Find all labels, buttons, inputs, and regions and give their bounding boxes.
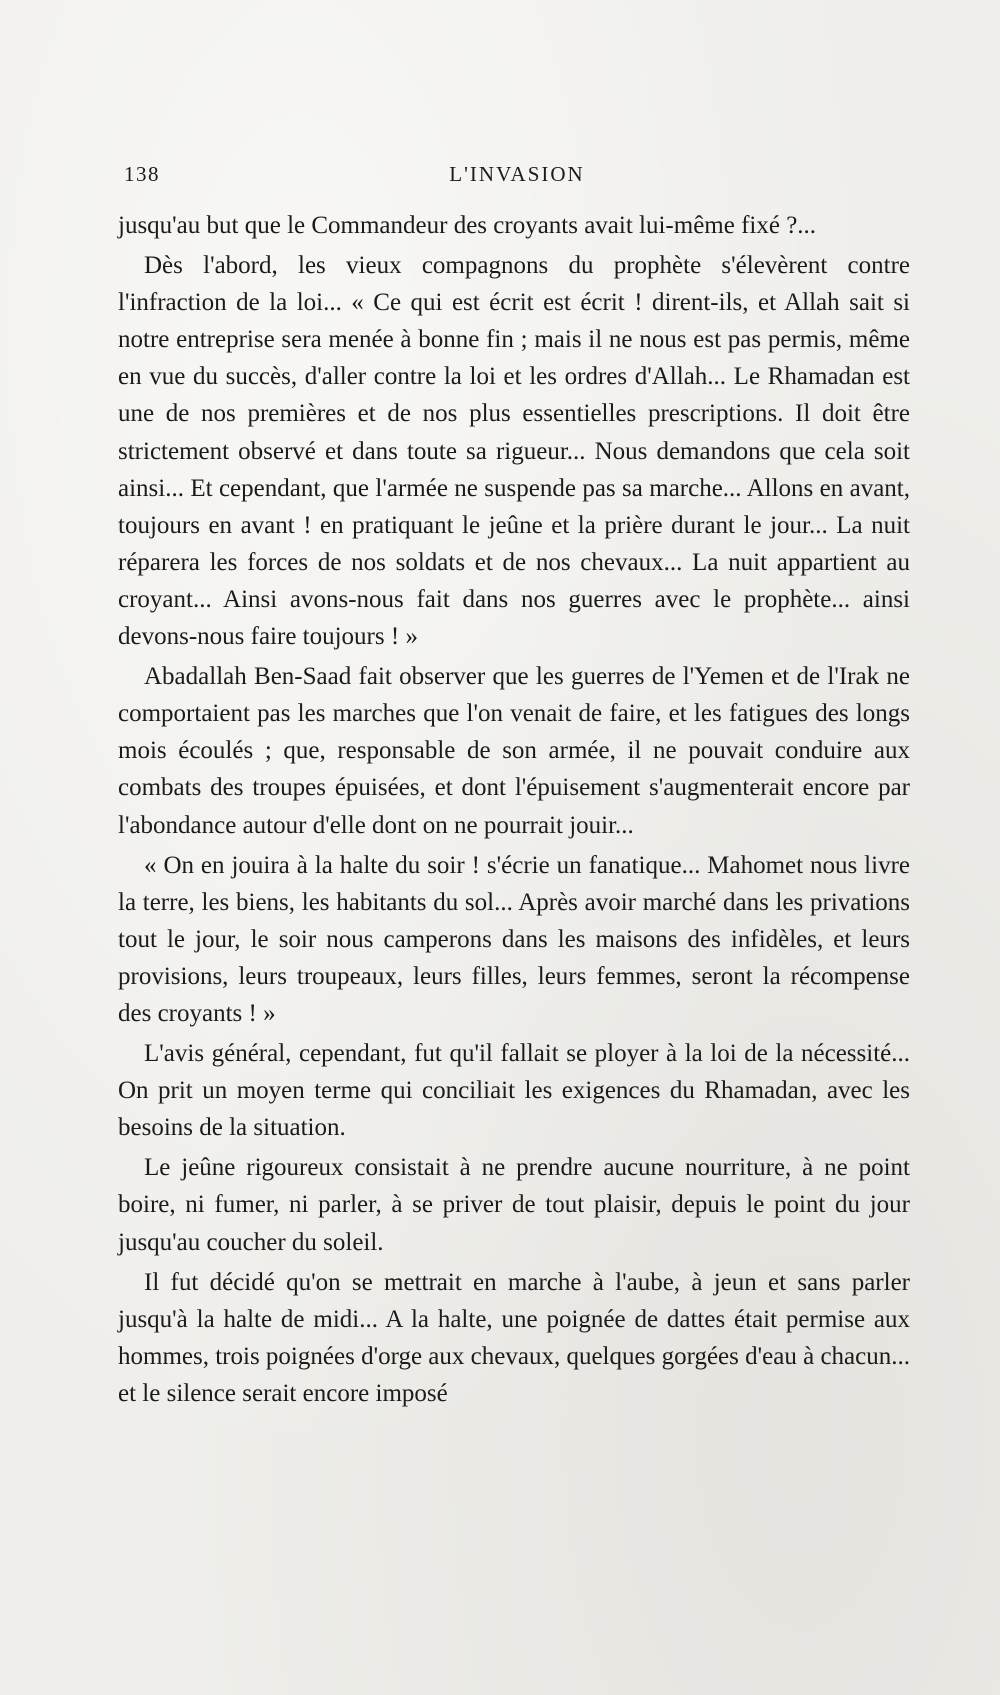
paragraph: Il fut décidé qu'on se mettrait en marche à l'aube, à jeun et sans parler jusqu'à la halte de midi... A la halte, une poignée de dattes était permise aux hommes, trois poignées d'orge aux chevaux, quelques gorgées d'eau à chacun... et le silence serait encore imposé	[118, 1268, 910, 1407]
paragraph: Dès l'abord, les vieux compagnons du prophète s'élevèrent contre l'infraction de la loi... « Ce qui est écrit est écrit ! dirent-ils, et Allah sait si notre entreprise sera menée à bonne fin ; mais il ne nous est pas permis, même en vue du succès, d'aller contre la loi et les ordres d'Allah... Le Rhamadan est une de nos premières et de nos plus essentielles prescriptions. Il doit être strictement observé et dans toute sa rigueur... Nous demandons que cela soit ainsi... Et cependant, que l'armée ne suspende pas sa marche... Allons en avant, toujours en avant ! en pratiquant le jeûne et la prière durant le jour... La nuit réparera les forces de nos soldats et de nos chevaux... La nuit appartient au croyant... Ainsi avons-nous fait dans nos guerres avec le prophète... ainsi devons-nous faire toujours ! »	[118, 252, 910, 651]
running-head	[124, 160, 910, 194]
page-number: 138	[124, 162, 160, 186]
paragraph: « On en jouira à la halte du soir ! s'écrie un fanatique... Mahomet nous livre la terre, les biens, les habitants du sol... Après avoir marché dans les privations tout le jour, le soir nous camperons dans les maisons des infidèles, et leurs provisions, leurs troupeaux, leurs filles, leurs femmes, seront la récompense des croyants ! »	[118, 851, 910, 1027]
paragraph: Abadallah Ben-Saad fait observer que les guerres de l'Yemen et de l'Irak ne comportaient pas les marches que l'on venait de faire, et les fatigues des longs mois écoulés ; que, responsable de son armée, il ne pouvait conduire aux combats des troupes épuisées, et dont l'épuisement s'augmenterait encore par l'abondance autour d'elle dont on ne pourrait jouir...	[118, 663, 910, 839]
running-title: L'INVASION	[449, 162, 585, 186]
paragraph: L'avis général, cependant, fut qu'il fallait se ployer à la loi de la nécessité... On prit un moyen terme qui conciliait les exigences du Rhamadan, avec les besoins de la situation.	[118, 1040, 910, 1142]
paragraph: Le jeûne rigoureux consistait à ne prendre aucune nourriture, à ne point boire, ni fumer, ni parler, à se priver de tout plaisir, depuis le point du jour jusqu'au coucher du soleil.	[118, 1154, 910, 1256]
paragraph-continuation: jusqu'au but que le Commandeur des croyants avait lui-même fixé ?...	[118, 212, 817, 239]
body-text	[118, 207, 910, 1412]
